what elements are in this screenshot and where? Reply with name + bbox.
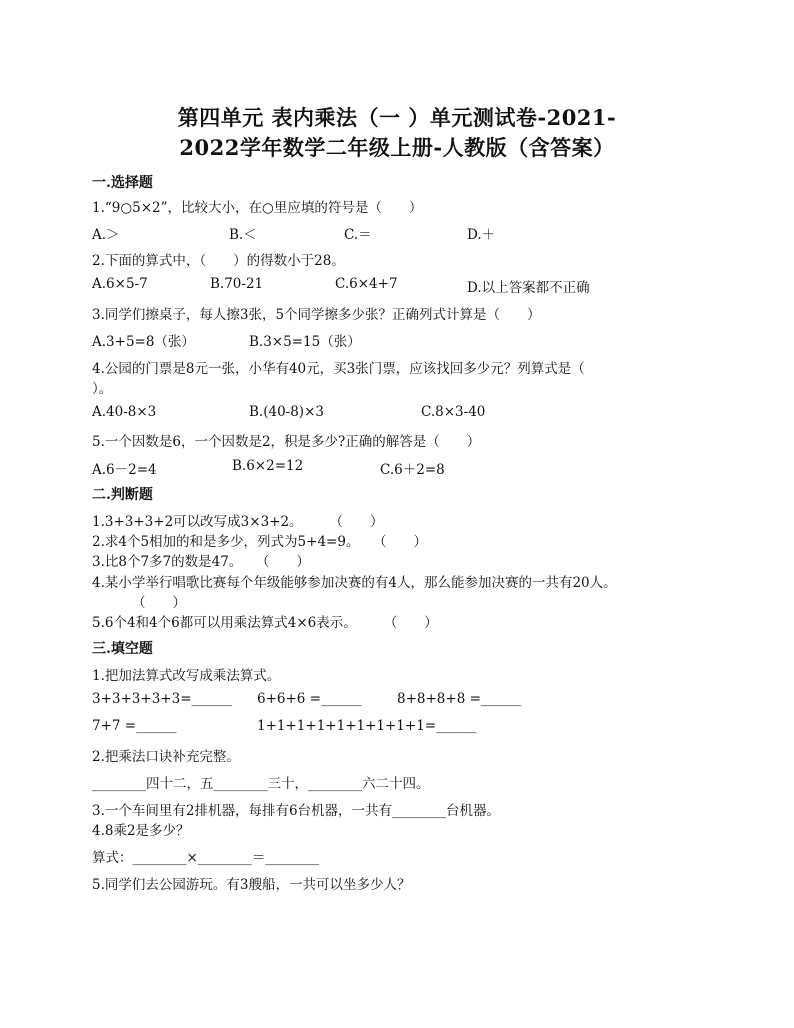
judge-3: 3.比8个7多7的数是47。 （ ）	[92, 554, 310, 570]
fill-4: 4.8乘2是多少？	[92, 823, 190, 839]
q1-option-d: D.＋	[467, 227, 496, 243]
q4-option-b: B.(40-8)×3	[249, 404, 324, 420]
fill-3: 3.一个车间里有2排机器，每排有6台机器，一共有________台机器。	[92, 803, 501, 819]
q1-option-b: B.＜	[229, 227, 257, 243]
judge-1: 1.3+3+3+2可以改写成3×3+2。 （ ）	[92, 514, 384, 530]
fill-1-item-b: 6+6+6 =______	[257, 691, 362, 707]
fill-2: 2.把乘法口诀补充完整。	[92, 749, 240, 765]
q2-option-a: A.6×5-7	[92, 276, 148, 292]
q3-option-a: A.3+5=8（张）	[92, 334, 195, 350]
fill-1-item-a: 3+3+3+3+3=______	[92, 691, 233, 707]
judge-5: 5.6个4和4个6都可以用乘法算式4×6表示。 （ ）	[92, 615, 438, 631]
fill-1-item-c: 8+8+8+8 =______	[397, 691, 522, 707]
fill-2-blanks: ________四十二，五________三十，________六二十四。	[92, 776, 430, 792]
fill-5: 5.同学们去公园游玩。有3艘船，一共可以坐多少人？	[92, 877, 411, 893]
question-5: 5.一个因数是6，一个因数是2，积是多少?正确的解答是（ ）	[92, 434, 481, 450]
fill-1: 1.把加法算式改写成乘法算式。	[92, 668, 281, 684]
q4-option-a: A.40-8×3	[92, 404, 157, 420]
q2-option-c: C.6×4+7	[335, 276, 398, 292]
section-judge-heading: 二.判断题	[92, 487, 153, 503]
q2-option-b: B.70-21	[210, 276, 264, 292]
q4-option-c: C.8×3-40	[421, 404, 486, 420]
judge-2: 2.求4个5相加的和是多少，列式为5+4=9。 （ ）	[92, 534, 427, 550]
q1-option-c: C.＝	[344, 227, 372, 243]
judge-4-bracket: （ ）	[132, 595, 186, 611]
question-4-continued: ）。	[92, 381, 113, 397]
q5-option-a: A.6－2=4	[92, 462, 157, 478]
fill-1-item-e: 1+1+1+1+1+1+1+1+1=______	[257, 718, 477, 734]
q5-option-c: C.6＋2=8	[380, 462, 445, 478]
q2-option-d: D.以上答案都不正确	[467, 280, 590, 296]
fill-4-formula: 算式：________×________＝________	[92, 850, 320, 866]
question-1: 1.“9○5×2”，比较大小，在○里应填的符号是（ ）	[92, 200, 423, 216]
q5-option-b: B.6×2=12	[232, 458, 304, 474]
section-fill-heading: 三.填空题	[92, 641, 153, 657]
question-3: 3.同学们擦桌子，每人擦3张，5个同学擦多少张？正确列式计算是（ ）	[92, 307, 541, 323]
fill-1-item-d: 7+7 =______	[92, 718, 177, 734]
question-4: 4.公园的门票是8元一张，小华有40元，买3张门票，应该找回多少元？列算式是（	[92, 361, 585, 377]
question-2: 2.下面的算式中，（ ）的得数小于28。	[92, 253, 345, 269]
q3-option-b: B.3×5=15（张）	[249, 334, 361, 350]
title-line-2: 2022学年数学二年级上册-人教版（含答案）	[179, 135, 615, 160]
q1-option-a: A.＞	[92, 227, 120, 243]
title-line-1: 第四单元 表内乘法（一 ）单元测试卷-2021-	[177, 105, 617, 130]
judge-4: 4.某小学举行唱歌比赛每个年级能够参加决赛的有4人，那么能参加决赛的一共有20人。	[92, 575, 617, 591]
section-choice-heading: 一.选择题	[92, 175, 153, 191]
